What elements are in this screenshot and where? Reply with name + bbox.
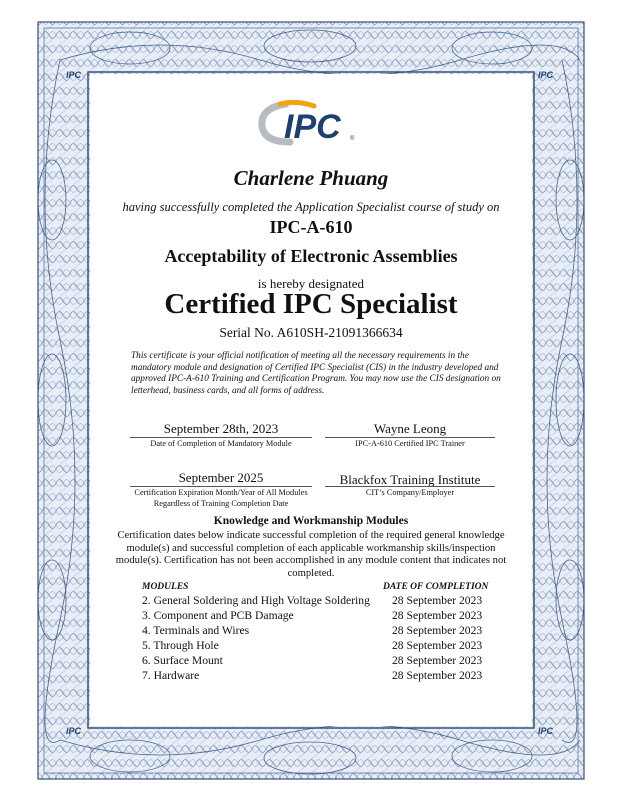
module-row: [142, 609, 502, 624]
module-date: 28 September 2023: [392, 669, 483, 682]
company-line: [325, 486, 495, 487]
trainer-label: IPC-A-610 Certified IPC Trainer: [355, 439, 465, 448]
module-row: [142, 669, 502, 684]
module-name: 6. Surface Mount: [142, 654, 223, 667]
module-row: [142, 639, 502, 654]
svg-text:IPC: IPC: [538, 726, 554, 736]
completion-date-label: Date of Completion of Mandatory Module: [150, 439, 292, 448]
certificate-notice: This certificate is your official notification of meeting all the necessary requirements in the mandatory module and designation of Certified IPC Specialist (CIS) in the industry developed and approved IPC-A-610 Training and Certification Program. You may now use the CIS designation on letterhead, business cards, and all forms of address.: [131, 351, 501, 396]
having-text: having successfully completed the Application Specialist course of study on: [122, 200, 500, 214]
trainer-value: Wayne Leong: [373, 421, 447, 436]
module-date: 28 September 2023: [392, 654, 483, 667]
modules-title: Knowledge and Workmanship Modules: [213, 515, 409, 527]
course-code: IPC-A-610: [269, 217, 353, 237]
svg-text:IPC: IPC: [66, 726, 82, 736]
course-title: Acceptability of Electronic Assemblies: [164, 246, 458, 266]
module-name: 5. Through Hole: [142, 639, 219, 652]
svg-text:®: ®: [350, 136, 355, 142]
module-row: [142, 594, 502, 609]
completion-date-line: [130, 437, 312, 438]
svg-text:IPC: IPC: [66, 70, 82, 80]
certification-title: Certified IPC Specialist: [164, 288, 458, 320]
module-name: 4. Terminals and Wires: [142, 624, 250, 637]
date-column-header: DATE OF COMPLETION: [383, 582, 489, 592]
designated-text: is hereby designated: [257, 276, 365, 291]
svg-text:IPC: IPC: [538, 70, 554, 80]
recipient-name: Charlene Phuang: [233, 166, 389, 190]
company-value: Blackfox Training Institute: [339, 472, 481, 487]
module-name: 7. Hardware: [142, 669, 200, 682]
company-label: CIT’s Company/Employer: [365, 488, 455, 497]
trainer-line: [325, 437, 495, 438]
module-date: 28 September 2023: [392, 624, 483, 637]
module-date: 28 September 2023: [392, 609, 483, 622]
module-name: 2. General Soldering and High Voltage Soldering: [142, 594, 370, 607]
completion-date-value: September 28th, 2023: [163, 421, 279, 436]
ipc-logo: [256, 98, 366, 148]
expiration-value: September 2025: [178, 470, 264, 485]
module-date: 28 September 2023: [392, 639, 483, 652]
module-row: [142, 624, 502, 639]
modules-description: Certification dates below indicate successful completion of the required general knowledge module(s) and successful completion of each applicable workmanship skills/inspection module(s). Certification has not been accomplished in any module content that indicates not completed.: [115, 530, 507, 579]
expiration-label: Certification Expiration Month/Year of All Modules Regardless of Training Completion Date: [134, 488, 308, 508]
modules-column-header: MODULES: [142, 582, 189, 592]
serial-number: Serial No. A610SH-21091366634: [219, 325, 403, 340]
module-name: 3. Component and PCB Damage: [142, 609, 294, 622]
svg-text:IPC: IPC: [284, 108, 341, 146]
module-row: [142, 654, 502, 669]
expiration-line: [130, 486, 312, 487]
module-date: 28 September 2023: [392, 594, 483, 607]
